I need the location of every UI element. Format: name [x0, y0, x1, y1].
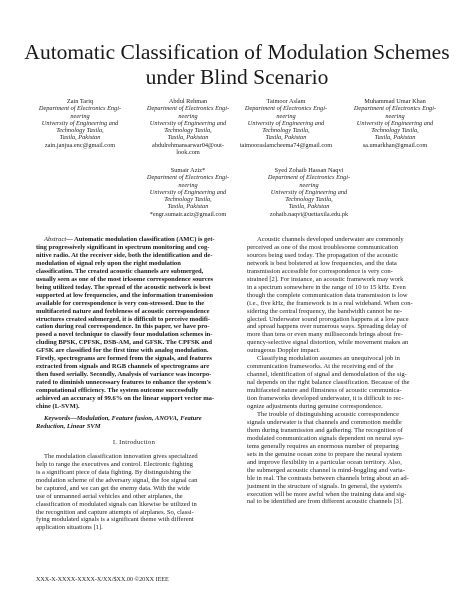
body-line: quency-selective signal distortion, while movement makes an — [247, 339, 409, 347]
author-place: Taxila, Pakistan — [265, 134, 307, 142]
author-name: Abdul Rehman — [168, 98, 208, 105]
body-line: nal depends on the right balance classification. Because of the — [247, 379, 410, 387]
author-email: taimooraslamcheema74@gmail.com — [239, 141, 333, 149]
abstract-line: Firstly, spectrograms are formed from the signals, and features — [36, 355, 212, 363]
author-dept: Department of Electronics Engi- — [146, 105, 230, 113]
author-block-5 — [138, 167, 238, 218]
author-place: Taxila, Pakistan — [374, 134, 416, 142]
abstract-line: structures created submerged, it is difficult to perceive modifi- — [36, 315, 211, 323]
body-line: execution will be more awful when the training data and sig- — [247, 490, 407, 498]
intro-paragraph — [36, 453, 232, 533]
intro-line: The modulation classification innovation gives specialized — [44, 452, 198, 460]
intro-line: modulation scheme of the adversary signal, the foe signal can — [36, 476, 198, 484]
author-univ: Technology Taxila, — [262, 127, 310, 135]
author-dept: Department of Electronics Engi- — [38, 105, 122, 113]
right-column — [247, 236, 443, 506]
body-line: The trouble of distinguishing acoustic correspondence — [257, 410, 399, 418]
author-block-2 — [138, 98, 238, 156]
body-line: nal to be identified are from different acoustic channels [3]. — [247, 498, 403, 506]
abstract-line: cluding BPSK, CPFSK, DSB-AM, and GFSK. The CPFSK and — [36, 339, 212, 347]
body-line: network is best bolstered at low frequencies, and the data — [247, 259, 397, 267]
abstract-line: supported at low frequencies, and the information transmission — [36, 291, 214, 299]
intro-line: application situations [1]. — [36, 524, 103, 532]
intro-line: fying modulated signals is a significant theme with different — [36, 516, 194, 524]
intro-line: be captured, and we can get the enemy data. With the wide — [36, 484, 190, 492]
author-email: abdulrehmansarwar04@out- — [152, 141, 224, 149]
intro-line: the recognition and capture attempts of airplanes. So, classi- — [36, 508, 194, 516]
author-dept: Department of Electronics Engi- — [267, 174, 351, 182]
author-email: zohaib.naqvi@uettaxila.edu.pk — [269, 210, 349, 218]
body-line: Classifying modulation assumes an unequivocal job in — [257, 355, 400, 363]
abstract-line: available for correspondence is very con-stressed. Due to the — [36, 299, 205, 307]
abstract-line: extracted from signals and RGB channels of spectrograms are — [36, 363, 210, 371]
abstract-line: being utilized today. The spread of the acoustic network is best — [36, 283, 211, 291]
author-block-3 — [236, 98, 336, 149]
left-column — [36, 236, 232, 532]
author-univ: University of Engineering and — [356, 119, 434, 127]
author-place: Taxila, Pakistan — [59, 134, 101, 142]
body-line: modulated communication signals dependent on neural sys- — [247, 434, 404, 442]
abstract — [36, 236, 232, 411]
abstract-line: then fused serially. Secondly, Analysis of variance was incorpo- — [36, 371, 212, 379]
author-block-4 — [340, 98, 450, 149]
body-line: channel, identification of signal and demodulation of the sig- — [247, 371, 407, 379]
body-line: transmission accessible for correspondence is very con- — [247, 267, 393, 275]
author-univ: Technology Taxila, — [164, 127, 212, 135]
abstract-line: classification. The created acoustic channels are submerged, — [36, 267, 204, 275]
author-block-6 — [249, 167, 369, 218]
body-line: (i.e., five kHz, the framework is in a real wideband. When con- — [247, 299, 413, 307]
abstract-line: GFSK are classified for the first time with analog modulation. — [36, 347, 209, 355]
body-line: tems generally requires an enormous number of preparing — [247, 442, 399, 450]
body-line: ble in real. The contrasts between channels bring about an ad- — [247, 474, 409, 482]
abstract-dash: — — [66, 236, 75, 243]
abstract-line: cation during real correspondence. In this paper, we have pro- — [36, 323, 210, 331]
abstract-line: posed a novel technique to classify four modulation schemes in- — [36, 331, 213, 339]
keywords-line: Keywords—Modulation, Feature fusion, ANOVA, Feature — [44, 414, 202, 422]
body-line: perceived as one of the most troublesome communication — [247, 243, 399, 251]
author-univ: University of Engineering and — [149, 119, 227, 127]
author-dept: Department of Electronics Engi- — [146, 174, 230, 182]
author-dept: Department of Electronics Engi- — [244, 105, 328, 113]
keywords — [36, 415, 232, 431]
section-heading-introduction: I. Introduction — [112, 438, 156, 446]
author-univ: University of Engineering and — [41, 119, 119, 127]
body-line: them during transmission and gathering. The recognition of — [247, 426, 403, 434]
body-line: multifaceted nature and flimsiness of acoustic communica- — [247, 387, 402, 395]
author-univ: Technology Taxila, — [285, 196, 333, 204]
author-univ: University of Engineering and — [270, 188, 348, 196]
body-line: communication frameworks. At the receiving end of the — [247, 363, 394, 371]
body-line: outrageous Doppler impact. — [247, 347, 320, 355]
author-email: look.com — [176, 149, 200, 157]
author-name: Taimoor Aslam — [266, 98, 306, 105]
author-name: Sumair Aziz* — [170, 167, 206, 174]
author-place: Taxila, Pakistan — [167, 203, 209, 211]
author-univ: University of Engineering and — [149, 188, 227, 196]
author-dept: neering — [385, 112, 405, 120]
author-place: Taxila, Pakistan — [288, 203, 330, 211]
abstract-line: achieved an accuracy of 99.6% on the linear support vector ma- — [36, 395, 215, 403]
abstract-line: rated to diminish unnecessary features to enhance the system's — [36, 379, 211, 387]
title-line-2: under Blind Scenario — [145, 65, 329, 89]
author-dept: Department of Electronics Engi- — [353, 105, 437, 113]
abstract-line-first — [36, 236, 232, 244]
body-line: tion frameworks developed underwater, it is difficult to rec- — [247, 395, 404, 403]
body-line: and improve flexibility in a particular ocean territory. Also, — [247, 458, 402, 466]
intro-line: use of unmanned aerial vehicles and other airplanes, the — [36, 492, 183, 500]
abstract-line: modulation of signal rely upon the right modulation — [36, 259, 181, 267]
body-line: glected. Underwater sound prorogation happens at a low pace — [247, 315, 409, 323]
body-line: ognize adjustments during genuine correspondence. — [247, 403, 383, 411]
body-paragraph — [247, 236, 443, 355]
abstract-line: computational efficiency. The system outcome successfully — [36, 387, 199, 395]
abstract-text: Automatic modulation classification (AMC) is get- — [74, 236, 215, 243]
author-dept: neering — [70, 112, 90, 120]
body-line: though the complete communication data transmission is low — [247, 291, 408, 299]
body-line: sidering the central frequency, the bandwidth cannot be ne- — [247, 307, 403, 315]
body-line: sets in the genuine ocean zone to prepare the neural system — [247, 450, 402, 458]
author-univ: Technology Taxila, — [164, 196, 212, 204]
keywords-line: Reduction, Linear SVM — [36, 422, 101, 430]
intro-line: help to range the executives and control. Electronic fighting — [36, 460, 193, 468]
author-name: Syed Zohaib Hassan Naqvi — [274, 167, 344, 174]
author-univ: Technology Taxila, — [56, 127, 104, 135]
title-line-1: Automatic Classification of Modulation Schemes — [24, 40, 450, 64]
author-univ: University of Engineering and — [247, 119, 325, 127]
author-email: sa.umarkhan@gmail.com — [362, 141, 428, 149]
author-block-1 — [30, 98, 130, 149]
body-line: justment in the structure of signals. In general, the system's — [247, 482, 402, 490]
abstract-line: ting progressively significant in spectrum monitoring and cog- — [36, 243, 210, 251]
body-line: and spread happens over numerous ways. Spreading delay of — [247, 323, 407, 331]
abstract-line: usually seen as one of the most irksome correspondence sources — [36, 275, 214, 283]
author-email: *engr.sumair.aziz@gmail.com — [149, 210, 227, 218]
body-paragraph — [247, 355, 443, 411]
body-line: more than tens or even many milliseconds brings about fre- — [247, 331, 403, 339]
author-dept: neering — [178, 181, 198, 189]
author-dept: neering — [299, 181, 319, 189]
author-dept: neering — [276, 112, 296, 120]
author-dept: neering — [178, 112, 198, 120]
author-univ: Technology Taxila, — [371, 127, 419, 135]
body-line: signals underwater is that channels and commotion meddle — [247, 418, 402, 426]
body-paragraph — [247, 411, 443, 506]
intro-line: classification of modulated signals can likewise be utilized in — [36, 500, 197, 508]
author-name: Muhammad Umar Khan — [364, 98, 426, 105]
abstract-heading: Abstract — [44, 236, 67, 243]
abstract-line: multifaceted nature and feebleness of acoustic correspondence — [36, 307, 210, 315]
body-line: the submerged acoustic channel is mind-boggling and varia- — [247, 466, 405, 474]
body-line: sources being used today. The propagation of the acoustic — [247, 251, 399, 259]
paper-title — [0, 40, 474, 90]
abstract-line: nitive radio. At the receiver side, both the identification and de- — [36, 251, 213, 259]
abstract-line: chine (L-SVM). — [36, 403, 80, 411]
body-line: strained [2]. For instance, an acoustic framework may work — [247, 275, 404, 283]
body-line: Acoustic channels developed underwater are commonly — [257, 236, 404, 243]
author-name: Zain Tariq — [66, 98, 94, 105]
author-email: zain.janjua.enc@gmail.com — [44, 141, 116, 149]
copyright-footer: XXX-X-XXXX-XXXX-X/XX/$XX.00 ©20XX IEEE — [36, 577, 169, 583]
body-line: in a spectrum somewhere in the range of 10 to 15 kHz. Even — [247, 283, 406, 291]
intro-line: is a significant piece of data fighting. By distinguishing the — [36, 468, 191, 476]
author-place: Taxila, Pakistan — [167, 134, 209, 142]
